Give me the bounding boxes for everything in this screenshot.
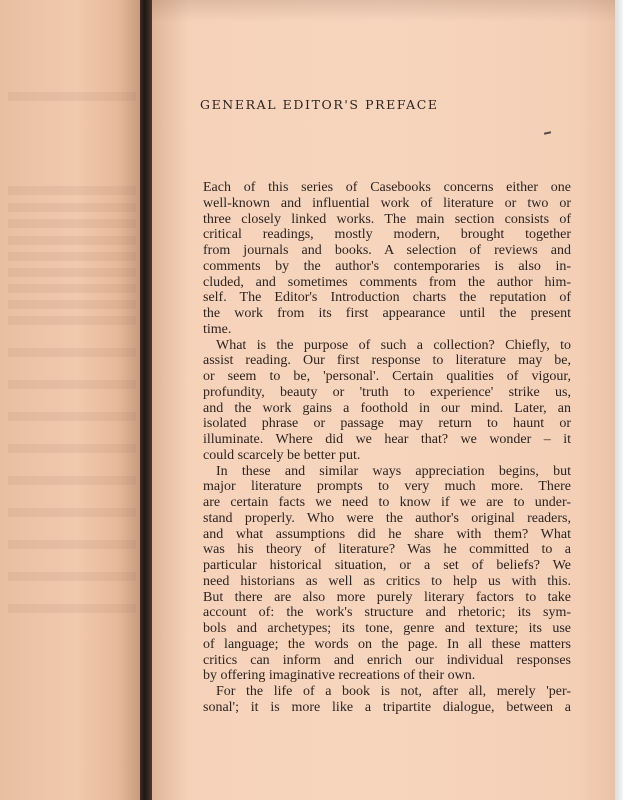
text-line: illuminate. Where did we hear that? we wonder – it bbox=[203, 432, 571, 447]
bleed-through-line bbox=[8, 444, 136, 453]
text-line: by offering imaginative recreations of their own. bbox=[203, 668, 476, 684]
text-line: comments by the author's contemporaries is also in- bbox=[203, 258, 571, 274]
text-line: cluded, and sometimes comments from the author him- bbox=[203, 274, 571, 290]
bleed-through-line bbox=[8, 412, 136, 421]
bleed-through-line bbox=[8, 268, 136, 277]
text-line: What is the purpose of such a collection? Chiefly, to bbox=[216, 337, 571, 353]
left-page-edge bbox=[0, 0, 140, 800]
text-line: critics can inform and enrich our individual responses bbox=[203, 652, 571, 668]
bleed-through-line bbox=[8, 252, 136, 261]
bleed-through-line bbox=[8, 284, 136, 293]
bleed-through-line bbox=[8, 92, 136, 101]
bleed-through-line bbox=[8, 508, 136, 517]
text-line: assist reading. Our first response to literature may be, bbox=[203, 353, 571, 369]
bleed-through-line bbox=[8, 316, 136, 325]
scan-edge bbox=[615, 0, 623, 800]
book-spine bbox=[140, 0, 152, 800]
bleed-through-line bbox=[8, 236, 136, 245]
text-line: critical readings, mostly modern, brought together bbox=[203, 227, 571, 243]
text-line: was his theory of literature? Was he committed to a bbox=[203, 542, 571, 558]
text-line: three closely linked works. The main section consists of bbox=[203, 211, 571, 227]
page-top-shadow bbox=[152, 0, 615, 22]
bleed-through-line bbox=[8, 540, 136, 549]
text-line: or seem to be, 'personal'. Certain qualities of vigour, bbox=[203, 369, 571, 384]
text-line: For the life of a book is not, after all, merely 'per- bbox=[216, 684, 571, 699]
bleed-through-line bbox=[8, 348, 136, 357]
text-line: from journals and books. A selection of reviews and bbox=[203, 243, 571, 258]
text-line: could scarcely be better put. bbox=[203, 447, 361, 463]
text-line: bols and archetypes; its tone, genre and texture; its use bbox=[203, 621, 571, 636]
text-line: are certain facts we need to know if we are to under- bbox=[203, 495, 571, 510]
text-line: the work from its first appearance until the present bbox=[203, 306, 571, 321]
text-line: particular historical situation, or a set of beliefs? We bbox=[203, 558, 571, 573]
text-line: major literature prompts to very much more. There bbox=[203, 479, 571, 495]
text-line: account of: the work's structure and rhetoric; its sym- bbox=[203, 605, 571, 621]
text-line: isolated phrase or passage may return to haunt or bbox=[203, 416, 571, 432]
preface-body-text bbox=[203, 180, 571, 716]
text-line: In these and similar ways appreciation begins, but bbox=[216, 463, 571, 479]
text-line: well-known and influential work of literature or two or bbox=[203, 195, 571, 211]
text-line: stand properly. Who were the author's original readers, bbox=[203, 510, 571, 526]
text-line: need historians as well as critics to help us with this. bbox=[203, 573, 571, 589]
bleed-through-line bbox=[8, 380, 136, 389]
bleed-through-line bbox=[8, 572, 136, 581]
text-line: self. The Editor's Introduction charts the reputation of bbox=[203, 290, 571, 306]
bleed-through-line bbox=[8, 604, 136, 613]
text-line: of language; the words on the page. In all these matters bbox=[203, 636, 571, 652]
text-line: and the work gains a foothold in our mind. Later, an bbox=[203, 400, 571, 416]
bleed-through-line bbox=[8, 186, 136, 195]
text-line: Each of this series of Casebooks concerns either one bbox=[203, 180, 571, 195]
text-line: and what assumptions did he share with them? What bbox=[203, 526, 571, 542]
bleed-through-line bbox=[8, 219, 136, 228]
text-line: But there are also more purely literary factors to take bbox=[203, 589, 571, 605]
bleed-through-line bbox=[8, 203, 136, 212]
bleed-through-line bbox=[8, 300, 136, 309]
text-line: sonal'; it is more like a tripartite dialogue, between a bbox=[203, 699, 571, 715]
bleed-through-line bbox=[8, 476, 136, 485]
page-heading: GENERAL EDITOR'S PREFACE bbox=[200, 97, 439, 112]
text-line: profundity, beauty or 'truth to experience' strike us, bbox=[203, 384, 571, 400]
text-line: time. bbox=[203, 321, 232, 337]
